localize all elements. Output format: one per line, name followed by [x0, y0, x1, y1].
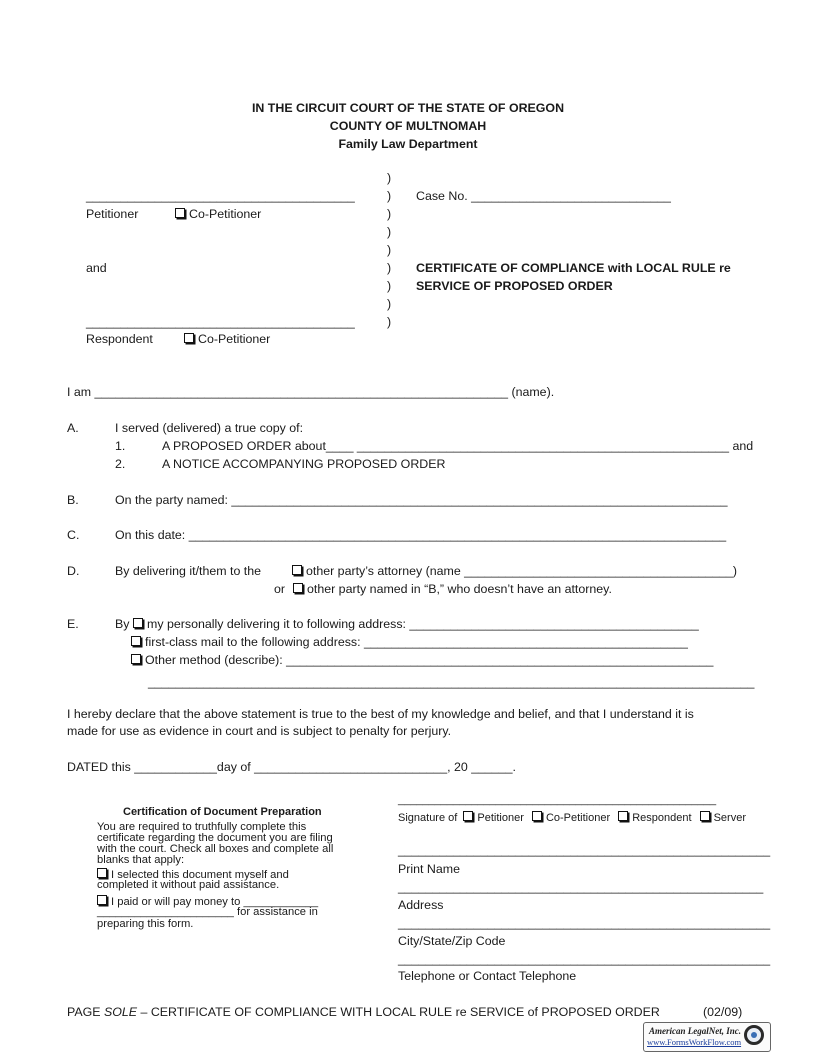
- self-prepared-option[interactable]: I selected this document myself and: [97, 868, 289, 881]
- declaration-line2: made for use as evidence in court and is subject to penalty for perjury.: [67, 724, 452, 738]
- county-name: COUNTY OF MULTNOMAH: [329, 119, 487, 133]
- declaration-line1: I hereby declare that the above statement is true to the best of my knowledge and belief, and that I understand it is: [67, 707, 694, 721]
- preparation-text-1: You are required to truthfully complete this: [97, 821, 307, 833]
- city-label: City/State/Zip Code: [398, 934, 506, 948]
- caption-paren: ): [387, 261, 392, 275]
- paid-assistance-field[interactable]: ______________________ for assistance in: [97, 906, 318, 918]
- city-line[interactable]: ______________________________________________________: [398, 916, 771, 930]
- signature-line[interactable]: ____________________________________________________: [398, 794, 717, 806]
- section-e-by: By: [115, 617, 130, 631]
- party-named-field[interactable]: On the party named: ________________________________________________________________________: [115, 493, 728, 507]
- item-2-number: 2.: [115, 457, 126, 471]
- print-name-line[interactable]: ______________________________________________________: [398, 843, 771, 857]
- attorney-option[interactable]: other party’s attorney (name _______________________________________): [292, 565, 737, 577]
- page-footer: [67, 1006, 660, 1018]
- checkbox-icon[interactable]: [184, 333, 194, 343]
- address-label: Address: [398, 898, 444, 912]
- caption-paren: ): [387, 225, 392, 239]
- section-c-letter: C.: [67, 528, 80, 542]
- signer-server: Server: [713, 812, 746, 824]
- section-b-letter: B.: [67, 493, 79, 507]
- declarant-name-field[interactable]: I am ____________________________________________________________ (name).: [67, 385, 555, 399]
- checkbox-icon[interactable]: [292, 565, 302, 575]
- page-word: SOLE: [103, 1005, 138, 1019]
- or-label: or: [274, 582, 286, 596]
- dated-field[interactable]: DATED this ____________day of ____________________________, 20 ______.: [67, 760, 516, 774]
- document-title-line1: CERTIFICATE OF COMPLIANCE with LOCAL RULE re: [416, 261, 731, 275]
- petitioner-name-line[interactable]: _______________________________________: [86, 189, 355, 203]
- signature-of-row: [398, 811, 746, 824]
- caption-paren: ): [387, 207, 392, 221]
- page-prefix: PAGE: [67, 1005, 101, 1019]
- court-name: IN THE CIRCUIT COURT OF THE STATE OF OREGON: [251, 101, 565, 115]
- paid-assistance-option[interactable]: I paid or will pay money to ____________: [97, 895, 318, 908]
- section-e-letter: E.: [67, 617, 79, 631]
- caption-paren: ): [387, 171, 392, 185]
- signer-co-petitioner: Co-Petitioner: [545, 812, 611, 824]
- signer-respondent: Respondent: [632, 812, 692, 824]
- other-method-extra-line[interactable]: ________________________________________________________________________________________: [148, 675, 755, 689]
- co-petitioner-option-2[interactable]: Co-Petitioner: [184, 333, 270, 345]
- document-title-line2: SERVICE OF PROPOSED ORDER: [416, 279, 613, 293]
- item-1-number: 1.: [115, 439, 126, 453]
- caption-paren: ): [387, 279, 392, 293]
- caption-paren: ): [387, 189, 392, 203]
- telephone-label: Telephone or Contact Telephone: [398, 969, 577, 983]
- respondent-name-line[interactable]: _______________________________________: [86, 315, 355, 329]
- caption-paren: ): [387, 297, 392, 311]
- logo-name: American LegalNet, Inc.: [649, 1026, 741, 1036]
- preparation-text-3: with the court. Check all boxes and complete all: [97, 843, 334, 855]
- proposed-order-field[interactable]: A PROPOSED ORDER about____ ______________________________________________________ and: [162, 439, 754, 453]
- telephone-line[interactable]: ______________________________________________________: [398, 952, 771, 966]
- co-petitioner-option-1[interactable]: Co-Petitioner: [175, 208, 261, 220]
- checkbox-icon[interactable]: [463, 811, 473, 821]
- checkbox-icon[interactable]: [131, 654, 141, 664]
- section-d-letter: D.: [67, 564, 80, 578]
- other-method-option[interactable]: Other method (describe): ______________________________________________________________: [131, 654, 713, 666]
- checkbox-icon[interactable]: [97, 895, 107, 905]
- caption-paren: ): [387, 243, 392, 257]
- respondent-label: Respondent: [86, 332, 153, 346]
- preparation-text-4: blanks that apply:: [97, 854, 185, 866]
- self-prepared-text: completed it without paid assistance.: [97, 879, 280, 891]
- caption-paren: ): [387, 315, 392, 329]
- first-class-mail-option[interactable]: first-class mail to the following address: _______________________________________________: [131, 636, 688, 648]
- and-label: and: [86, 261, 107, 275]
- checkbox-icon[interactable]: [131, 636, 141, 646]
- section-a-letter: A.: [67, 421, 79, 435]
- signature-of-label: Signature of: [398, 812, 458, 824]
- checkbox-icon[interactable]: [175, 208, 185, 218]
- checkbox-icon[interactable]: [133, 618, 143, 628]
- notice-item-text: A NOTICE ACCOMPANYING PROPOSED ORDER: [162, 457, 446, 471]
- section-d-text: By delivering it/them to the: [115, 564, 262, 578]
- paid-assistance-text: preparing this form.: [97, 918, 194, 930]
- preparation-title: Certification of Document Preparation: [123, 806, 322, 818]
- publisher-logo[interactable]: [643, 1022, 771, 1052]
- checkbox-icon[interactable]: [700, 811, 710, 821]
- logo-url[interactable]: www.FormsWorkFlow.com: [647, 1037, 742, 1047]
- address-line[interactable]: _____________________________________________________: [398, 880, 764, 894]
- checkbox-icon[interactable]: [618, 811, 628, 821]
- preparation-text-2: certificate regarding the document you are filing: [97, 832, 333, 844]
- section-a-text: I served (delivered) a true copy of:: [115, 421, 304, 435]
- other-party-option[interactable]: other party named in “B,” who doesn’t have an attorney.: [293, 583, 612, 595]
- case-number-field[interactable]: Case No. _____________________________: [416, 189, 671, 203]
- checkbox-icon[interactable]: [532, 811, 542, 821]
- service-date-field[interactable]: On this date: ______________________________________________________________________________: [115, 528, 727, 542]
- print-name-label: Print Name: [398, 862, 460, 876]
- personal-delivery-option[interactable]: my personally delivering it to following address: __________________________________________: [133, 618, 699, 630]
- globe-icon: [744, 1025, 764, 1045]
- checkbox-icon[interactable]: [293, 583, 303, 593]
- petitioner-label: Petitioner: [86, 207, 139, 221]
- revision-date: (02/09): [703, 1005, 743, 1019]
- department-name: Family Law Department: [338, 137, 478, 151]
- checkbox-icon[interactable]: [97, 868, 107, 878]
- signer-petitioner: Petitioner: [477, 812, 524, 824]
- page-title: – CERTIFICATE OF COMPLIANCE WITH LOCAL RULE re SERVICE of PROPOSED ORDER: [140, 1005, 660, 1019]
